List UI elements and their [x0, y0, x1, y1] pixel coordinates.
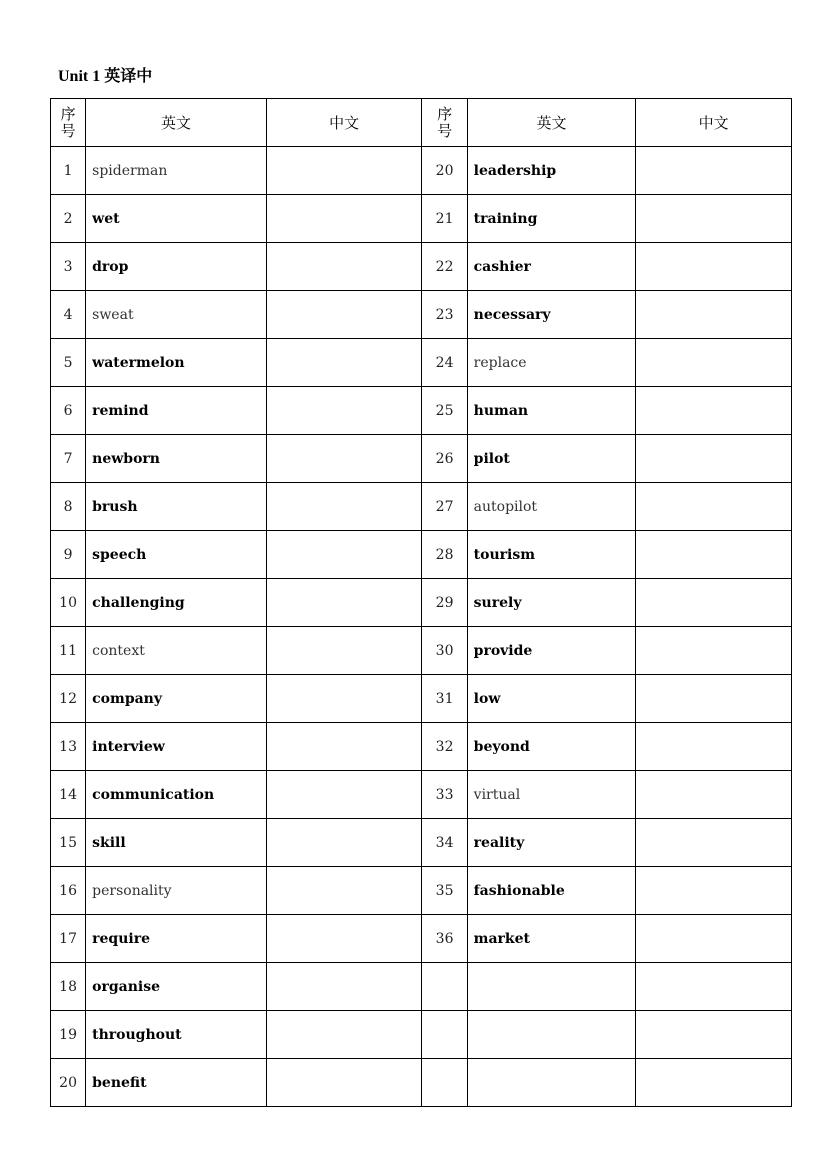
number-cell-left: 16 [51, 867, 86, 915]
chinese-answer-cell-right[interactable] [636, 771, 792, 819]
table-row [51, 1011, 792, 1059]
number-cell-left: 19 [51, 1011, 86, 1059]
chinese-answer-cell-right[interactable] [636, 339, 792, 387]
header-english-right: 英文 [467, 99, 636, 147]
english-word-right: cashier [467, 243, 636, 291]
english-word-right: reality [467, 819, 636, 867]
chinese-answer-cell-left[interactable] [266, 483, 422, 531]
english-word-left: personality [86, 867, 267, 915]
chinese-answer-cell-left[interactable] [266, 771, 422, 819]
chinese-answer-cell-right[interactable] [636, 1011, 792, 1059]
english-word-left: watermelon [86, 339, 267, 387]
header-number-bottom: 号 [437, 121, 453, 140]
number-cell-left: 6 [51, 387, 86, 435]
english-word-right: market [467, 915, 636, 963]
table-row [51, 531, 792, 579]
number-cell-right: 32 [422, 723, 467, 771]
number-cell-right: 31 [422, 675, 467, 723]
table-row [51, 387, 792, 435]
english-word-left: brush [86, 483, 267, 531]
table-row [51, 627, 792, 675]
number-cell-right: 36 [422, 915, 467, 963]
english-word-right: training [467, 195, 636, 243]
english-word-left: context [86, 627, 267, 675]
chinese-answer-cell-right[interactable] [636, 915, 792, 963]
header-number-top: 序 [437, 104, 453, 123]
english-word-left: skill [86, 819, 267, 867]
chinese-answer-cell-left[interactable] [266, 243, 422, 291]
table-row [51, 243, 792, 291]
table-row [51, 915, 792, 963]
english-word-right: human [467, 387, 636, 435]
english-word-right: beyond [467, 723, 636, 771]
english-word-right: leadership [467, 147, 636, 195]
table-header-row [51, 99, 792, 147]
english-word-right [467, 1059, 636, 1107]
table-row [51, 483, 792, 531]
chinese-answer-cell-right[interactable] [636, 579, 792, 627]
number-cell-left: 10 [51, 579, 86, 627]
number-cell-right: 26 [422, 435, 467, 483]
chinese-answer-cell-right[interactable] [636, 963, 792, 1011]
chinese-answer-cell-right[interactable] [636, 723, 792, 771]
english-word-right [467, 963, 636, 1011]
number-cell-right: 21 [422, 195, 467, 243]
number-cell-right [422, 1059, 467, 1107]
chinese-answer-cell-right[interactable] [636, 627, 792, 675]
table-row [51, 435, 792, 483]
english-word-left: throughout [86, 1011, 267, 1059]
english-word-right: autopilot [467, 483, 636, 531]
chinese-answer-cell-right[interactable] [636, 435, 792, 483]
table-row [51, 291, 792, 339]
english-word-left: challenging [86, 579, 267, 627]
chinese-answer-cell-left[interactable] [266, 195, 422, 243]
table-row [51, 579, 792, 627]
chinese-answer-cell-right[interactable] [636, 1059, 792, 1107]
number-cell-right: 34 [422, 819, 467, 867]
english-word-right: low [467, 675, 636, 723]
english-word-left: sweat [86, 291, 267, 339]
number-cell-right: 23 [422, 291, 467, 339]
number-cell-left: 13 [51, 723, 86, 771]
chinese-answer-cell-right[interactable] [636, 867, 792, 915]
number-cell-left: 18 [51, 963, 86, 1011]
number-cell-right: 28 [422, 531, 467, 579]
table-row [51, 339, 792, 387]
chinese-answer-cell-left[interactable] [266, 435, 422, 483]
number-cell-right [422, 1011, 467, 1059]
number-cell-left: 4 [51, 291, 86, 339]
english-word-left: organise [86, 963, 267, 1011]
header-number-bottom: 号 [60, 121, 76, 140]
chinese-answer-cell-left[interactable] [266, 723, 422, 771]
chinese-answer-cell-left[interactable] [266, 147, 422, 195]
number-cell-left: 15 [51, 819, 86, 867]
vocabulary-table [50, 98, 792, 1107]
number-cell-left: 2 [51, 195, 86, 243]
number-cell-right [422, 963, 467, 1011]
table-row [51, 819, 792, 867]
english-word-left: company [86, 675, 267, 723]
english-word-right: tourism [467, 531, 636, 579]
table-row [51, 723, 792, 771]
english-word-left: speech [86, 531, 267, 579]
table-row [51, 1059, 792, 1107]
table-row [51, 147, 792, 195]
chinese-answer-cell-right[interactable] [636, 819, 792, 867]
table-row [51, 867, 792, 915]
chinese-answer-cell-right[interactable] [636, 195, 792, 243]
number-cell-left: 9 [51, 531, 86, 579]
chinese-answer-cell-right[interactable] [636, 147, 792, 195]
header-number-right [422, 99, 467, 147]
number-cell-right: 35 [422, 867, 467, 915]
number-cell-left: 11 [51, 627, 86, 675]
chinese-answer-cell-right[interactable] [636, 483, 792, 531]
table-row [51, 771, 792, 819]
header-number-left [51, 99, 86, 147]
chinese-answer-cell-left[interactable] [266, 291, 422, 339]
english-word-right: replace [467, 339, 636, 387]
table-row [51, 963, 792, 1011]
chinese-answer-cell-left[interactable] [266, 1011, 422, 1059]
number-cell-right: 29 [422, 579, 467, 627]
number-cell-right: 30 [422, 627, 467, 675]
chinese-answer-cell-left[interactable] [266, 963, 422, 1011]
chinese-answer-cell-right[interactable] [636, 291, 792, 339]
english-word-right [467, 1011, 636, 1059]
number-cell-right: 22 [422, 243, 467, 291]
english-word-left: newborn [86, 435, 267, 483]
english-word-left: wet [86, 195, 267, 243]
chinese-answer-cell-left[interactable] [266, 819, 422, 867]
english-word-left: require [86, 915, 267, 963]
header-chinese-left: 中文 [266, 99, 422, 147]
number-cell-right: 27 [422, 483, 467, 531]
number-cell-left: 12 [51, 675, 86, 723]
number-cell-right: 25 [422, 387, 467, 435]
number-cell-left: 8 [51, 483, 86, 531]
number-cell-right: 20 [422, 147, 467, 195]
english-word-left: drop [86, 243, 267, 291]
number-cell-right: 24 [422, 339, 467, 387]
english-word-left: communication [86, 771, 267, 819]
chinese-answer-cell-left[interactable] [266, 387, 422, 435]
english-word-left: benefit [86, 1059, 267, 1107]
chinese-answer-cell-right[interactable] [636, 675, 792, 723]
number-cell-left: 17 [51, 915, 86, 963]
english-word-left: spiderman [86, 147, 267, 195]
chinese-answer-cell-right[interactable] [636, 531, 792, 579]
number-cell-left: 14 [51, 771, 86, 819]
english-word-right: virtual [467, 771, 636, 819]
chinese-answer-cell-left[interactable] [266, 867, 422, 915]
header-number-top: 序 [60, 104, 76, 123]
chinese-answer-cell-left[interactable] [266, 675, 422, 723]
english-word-right: surely [467, 579, 636, 627]
number-cell-left: 1 [51, 147, 86, 195]
table-row [51, 195, 792, 243]
chinese-answer-cell-left[interactable] [266, 531, 422, 579]
english-word-left: interview [86, 723, 267, 771]
number-cell-left: 3 [51, 243, 86, 291]
number-cell-left: 7 [51, 435, 86, 483]
english-word-right: necessary [467, 291, 636, 339]
page-title: Unit 1 英译中 [58, 68, 153, 85]
english-word-right: provide [467, 627, 636, 675]
english-word-right: pilot [467, 435, 636, 483]
chinese-answer-cell-right[interactable] [636, 243, 792, 291]
number-cell-left: 5 [51, 339, 86, 387]
header-chinese-right: 中文 [636, 99, 792, 147]
chinese-answer-cell-right[interactable] [636, 387, 792, 435]
number-cell-right: 33 [422, 771, 467, 819]
chinese-answer-cell-left[interactable] [266, 1059, 422, 1107]
chinese-answer-cell-left[interactable] [266, 579, 422, 627]
table-row [51, 675, 792, 723]
english-word-left: remind [86, 387, 267, 435]
header-english-left: 英文 [86, 99, 267, 147]
chinese-answer-cell-left[interactable] [266, 339, 422, 387]
chinese-answer-cell-left[interactable] [266, 627, 422, 675]
chinese-answer-cell-left[interactable] [266, 915, 422, 963]
english-word-right: fashionable [467, 867, 636, 915]
number-cell-left: 20 [51, 1059, 86, 1107]
